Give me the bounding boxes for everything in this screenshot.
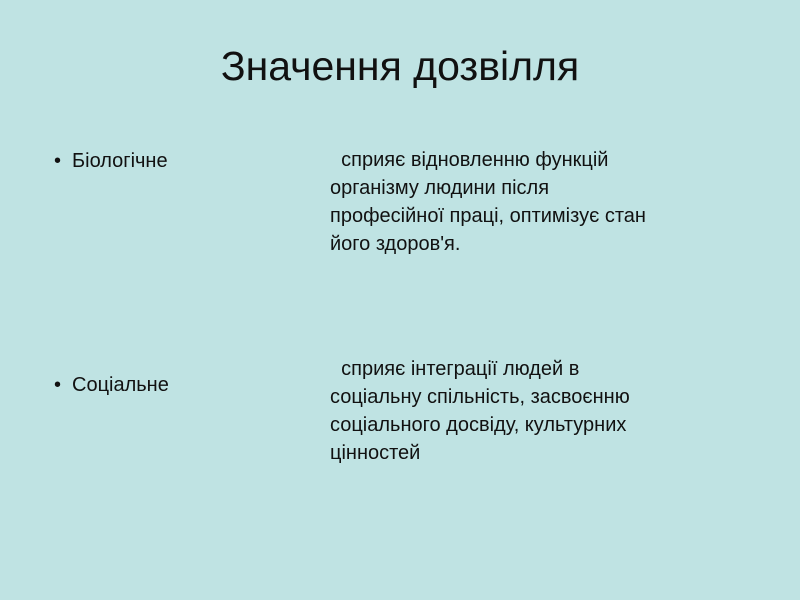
bullet-icon: • xyxy=(54,374,62,396)
bullet-label: Соціальне xyxy=(72,374,169,396)
bullet-item-biological xyxy=(54,149,168,173)
slide-title: Значення дозвілля xyxy=(220,43,580,89)
bullet-item-social xyxy=(54,373,169,397)
description-biological: сприяє відновленню функцій організму людини після професійної праці, оптимізує стан його здоров'я. xyxy=(330,149,646,255)
description-social: сприяє інтеграції людей в соціальну спільність, засвоєнню соціального досвіду, культурних цінностей xyxy=(330,358,630,464)
bullet-label: Біологічне xyxy=(72,150,168,172)
bullet-icon: • xyxy=(54,150,62,172)
